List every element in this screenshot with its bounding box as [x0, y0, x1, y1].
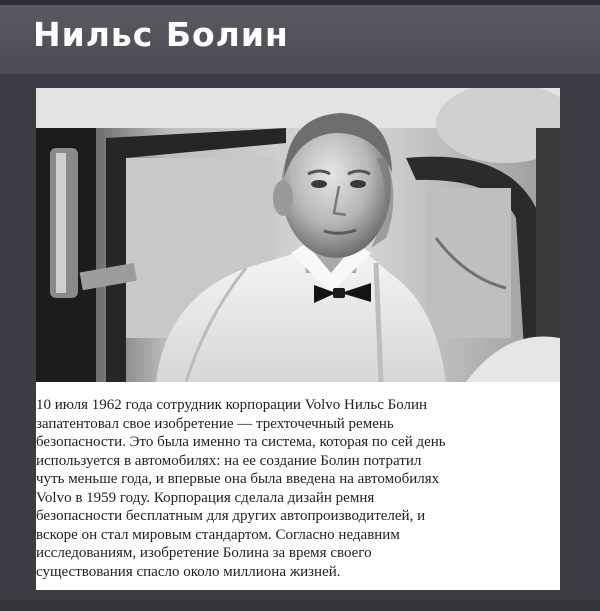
article-line: Volvo в 1959 году. Корпорация сделала дизайн ремня [36, 489, 375, 506]
article-line: вскоре он стал мировым стандартом. Согласно недавним [36, 526, 400, 543]
article-line: запатентовал свое изобретение — трехточечный ремень [36, 415, 394, 432]
article-line: используется в автомобилях: на ее создание Болин потратил [36, 452, 422, 469]
title-bar [0, 0, 600, 74]
article-line: безопасности бесплатным для других автопроизводителей, и [36, 508, 426, 524]
page-title: Нильс Болин [33, 15, 289, 54]
bottom-border [0, 600, 600, 611]
article-line: чуть меньше года, и впервые она была введена на автомобилях [36, 471, 440, 487]
portrait-photo [36, 88, 560, 382]
article-panel [36, 382, 560, 590]
article-line: безопасности. Это была именно та система, которая по сей день [36, 434, 446, 450]
article-line: существования спасло около миллиона жизней. [36, 563, 341, 580]
person-in-car-photo [36, 88, 560, 382]
article-text [36, 396, 560, 581]
article-line: исследованиям, изобретение Болина за время своего [36, 545, 372, 561]
article-line: 10 июля 1962 года сотрудник корпорации Volvo Нильс Болин [36, 397, 428, 413]
